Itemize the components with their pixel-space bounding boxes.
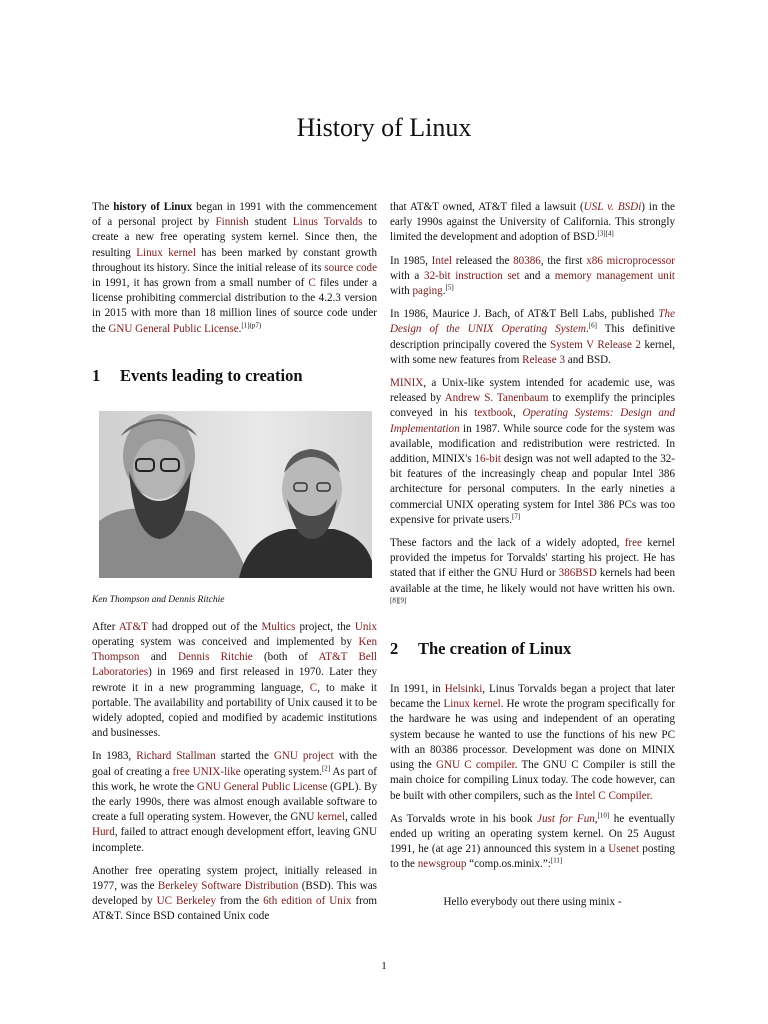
text-run: student	[248, 216, 293, 229]
inline-link[interactable]: kernel	[317, 811, 345, 824]
text-run: “comp.os.minix.”:	[466, 858, 551, 871]
section-heading-2	[390, 638, 675, 660]
photo-illustration	[99, 411, 372, 578]
left-column	[92, 200, 377, 933]
inline-link[interactable]: paging	[412, 285, 443, 298]
page-number: 1	[381, 960, 387, 972]
inline-link[interactable]: C	[308, 277, 316, 290]
paragraph-just-for-fun	[390, 812, 675, 873]
text-run: ) in the early 1990s against the University of California. This strongly limited the development and adoption of BSD.	[390, 201, 675, 244]
text-run: In 1985,	[390, 254, 432, 267]
inline-link[interactable]: C	[309, 681, 318, 694]
section-number: 2	[390, 639, 399, 659]
text-run: (BSD). This was developed by	[92, 880, 377, 908]
text-run: As Torvalds wrote in his book	[390, 812, 538, 825]
paragraph-helsinki	[390, 682, 675, 804]
inline-link[interactable]: Unix	[354, 620, 377, 633]
inline-link[interactable]: MINIX	[390, 377, 424, 390]
text-run: (GPL). By the early 1990s, there was almost enough available software to create a full operating system. However, the GNU	[92, 780, 377, 824]
text-run: began in 1991 with the commencement of a personal project by	[92, 201, 378, 229]
section-number: 1	[92, 365, 101, 385]
inline-link[interactable]: GNU C compiler	[436, 759, 515, 772]
text-run: operating system was conceived and implemented by	[92, 636, 359, 649]
inline-link[interactable]: Multics	[261, 620, 296, 633]
section-title: The creation of Linux	[418, 639, 572, 659]
inline-link[interactable]: UC Berkeley	[156, 895, 217, 908]
text-run: In 1983,	[92, 750, 137, 763]
inline-link[interactable]: 16-bit	[474, 453, 501, 466]
inline-link[interactable]: 386BSD	[558, 567, 597, 580]
inline-link[interactable]: textbook	[474, 407, 513, 420]
text-run: , failed to attract enough development effort, leaving GNU incomplete.	[92, 826, 377, 854]
text-run: design was not well adapted to the 32-bit features of the increasingly cheap and popular Intel 386 architecture for personal computers. In the early nineties a commercial UNIX operating system for Intel 386 PCs was too expensive for private users.	[390, 453, 675, 526]
text-run: from AT&T. Since BSD contained Unix code	[92, 895, 378, 923]
citation-ref[interactable]: [2]	[321, 763, 331, 772]
text-run: , Linus Torvalds began a project that later became the	[390, 683, 675, 711]
text-run: (both of	[252, 651, 319, 664]
paragraph-lawsuit	[390, 200, 675, 246]
inline-link[interactable]: GNU General Public License	[108, 322, 239, 335]
text-run: In 1986, Maurice J. Bach, of AT&T Bell Labs, published	[390, 308, 659, 321]
text-run: .	[585, 323, 589, 336]
text-run: , called	[344, 811, 377, 824]
text-run: he eventually ended up writing an operating system kernel. On 25 August 1991, he (at age 21) announced this system in a	[390, 812, 675, 856]
inline-link[interactable]: 32-bit instruction set	[424, 269, 520, 282]
inline-link[interactable]: Operating Systems: Design and Implementation	[390, 407, 676, 435]
inline-link[interactable]: Just for Fun	[537, 812, 595, 825]
text-run: .	[442, 285, 446, 298]
paragraph-factors	[390, 536, 675, 612]
inline-link[interactable]: Intel C Compiler	[575, 789, 650, 802]
inline-link[interactable]: Dennis Ritchie	[177, 651, 253, 664]
citation-ref[interactable]: [8][9]	[390, 596, 407, 605]
text-run: kernel, with some new features from	[390, 338, 675, 366]
citation-ref[interactable]: [5]	[445, 283, 454, 292]
photo-caption: Ken Thompson and Dennis Ritchie	[92, 594, 225, 605]
text-run: to exemplify the principles conveyed in his	[390, 392, 675, 420]
text-run: project, the	[295, 620, 355, 633]
citation-ref[interactable]: [6]	[588, 321, 597, 330]
text-run: had dropped out of the	[147, 620, 262, 633]
text-run: and	[139, 651, 178, 664]
inline-link[interactable]: x86 microprocessor	[586, 254, 675, 267]
photo-thompson-ritchie	[99, 411, 372, 578]
inline-link[interactable]: GNU project	[273, 750, 334, 763]
paragraph-multics	[92, 620, 377, 742]
text-run: , a Unix-like system intended for academic use, was released by	[390, 377, 675, 405]
inline-link[interactable]: The Design of the UNIX Operating System	[390, 308, 675, 336]
text-run: These factors and the lack of a widely adopted,	[390, 537, 625, 550]
inline-link[interactable]: System V Release 2	[550, 338, 641, 351]
text-run: kernels had been available at the time, he likely would not have written his own.	[390, 567, 675, 595]
inline-link[interactable]: AT&T Bell Laboratories	[92, 651, 377, 679]
text-run: operating system.	[240, 765, 322, 778]
citation-ref[interactable]: [11]	[550, 856, 563, 865]
text-run: and BSD.	[565, 353, 611, 366]
citation-ref[interactable]: [7]	[512, 512, 521, 521]
paragraph-bsd	[92, 864, 377, 925]
text-run: Another free operating system project, initially released in 1977, was the	[92, 864, 377, 893]
text-run: , the first	[540, 254, 587, 267]
text-run: ) in 1969 and first released in 1970. Later they rewrote it in a new programming language,	[92, 666, 377, 694]
inline-link[interactable]: Linux kernel	[136, 246, 196, 259]
inline-link[interactable]: Linux kernel	[443, 698, 501, 711]
text-run: This definitive description principally covered the	[390, 323, 675, 351]
text-run: The	[92, 201, 114, 213]
citation-ref[interactable]: [1](p7)	[241, 320, 262, 329]
intro-paragraph	[92, 200, 377, 337]
inline-link[interactable]: 6th edition of Unix	[263, 895, 352, 908]
text-run: kernel provided the impetus for Torvalds' starting his project. He has stated that if either the GNU Hurd or	[390, 537, 675, 580]
paragraph-bach	[390, 307, 675, 368]
section-title: Events leading to creation	[120, 365, 303, 385]
paragraph-gnu	[92, 749, 377, 855]
text-run: in 1987. While source code for the system was available, modification and redistribution were restricted. In addition, MINIX's	[390, 422, 675, 466]
text-run: . The GNU C Compiler is still the main choice for compiling Linux today. The code however, can be built with other compilers, such as the	[390, 759, 675, 802]
text-run: in 1991, it has grown from a small number of	[92, 277, 309, 290]
text-run: .	[649, 789, 653, 802]
inline-link[interactable]: Hurd	[92, 826, 115, 839]
page-title: History of Linux	[296, 113, 472, 142]
text-run: has been marked by constant growth throughout its history. Since the initial release of its	[92, 246, 377, 274]
text-run: and a	[519, 269, 555, 282]
text-run: , to make it portable. The availability and portability of Unix caused it to be widely adopted, copied and modified by academic institutions and businesses.	[92, 681, 377, 740]
text-run: that AT&T owned, AT&T filed a lawsuit (	[390, 201, 584, 213]
inline-link[interactable]: Finnish	[215, 216, 249, 229]
quote-line: Hello everybody out there using minix -	[443, 895, 622, 908]
inline-link[interactable]: Richard Stallman	[136, 750, 216, 763]
inline-link[interactable]: Release 3	[522, 353, 565, 366]
inline-link[interactable]: memory management unit	[554, 269, 675, 282]
bold-term: history of Linux	[113, 201, 193, 213]
text-run: with a	[390, 269, 425, 282]
section-heading-1	[92, 365, 377, 387]
inline-link[interactable]: free UNIX-like	[172, 765, 241, 778]
paragraph-intel	[390, 254, 675, 300]
inline-link[interactable]: USL v. BSDi	[583, 201, 642, 213]
text-run: with the goal of creating a	[92, 750, 378, 778]
text-run: released the	[452, 254, 514, 267]
text-run: with	[390, 285, 413, 298]
inline-link[interactable]: Ken Thompson	[92, 636, 377, 664]
text-run: ,	[594, 812, 598, 825]
inline-link[interactable]: 80386	[513, 254, 541, 267]
text-run: to create a new free operating system kernel. Since then, the resulting	[92, 216, 377, 259]
citation-ref[interactable]: [10]	[597, 811, 610, 820]
inline-link[interactable]: Intel	[431, 254, 453, 267]
text-run: files under a license prohibiting commercial distribution to the 4.2.3 version in 2015 with more than 18 million lines of source code under the	[92, 277, 377, 335]
inline-link[interactable]: Helsinki	[444, 683, 483, 696]
inline-link[interactable]: Linus Torvalds	[292, 216, 363, 229]
text-run: After	[92, 620, 119, 633]
inline-link[interactable]: AT&T	[118, 620, 148, 633]
text-run: ,	[512, 407, 523, 420]
inline-link[interactable]: Andrew S. Tanenbaum	[444, 392, 549, 405]
inline-link[interactable]: Usenet	[608, 843, 640, 856]
text-run: .	[238, 322, 242, 335]
inline-link[interactable]: Berkeley Software Distribution	[157, 880, 299, 893]
inline-link[interactable]: GNU General Public License	[196, 780, 328, 793]
text-run: started the	[215, 750, 274, 763]
paragraph-minix	[390, 376, 675, 528]
citation-ref[interactable]: [3][4]	[597, 229, 614, 238]
text-run: . He wrote the program specifically for the hardware he was using and independent of an operating system because he wanted to use the functions of his new PC with an 80386 processor. Development was done on MINIX using the	[390, 698, 675, 772]
text-run: In 1991, in	[390, 683, 445, 696]
text-run: posting to the	[390, 843, 675, 871]
inline-link[interactable]: newsgroup	[417, 858, 467, 871]
inline-link[interactable]: free	[624, 537, 642, 550]
right-column	[390, 200, 675, 910]
inline-link[interactable]: source code	[324, 261, 378, 274]
text-run: As part of this work, he wrote the	[92, 765, 377, 793]
text-run: from the	[216, 895, 264, 908]
